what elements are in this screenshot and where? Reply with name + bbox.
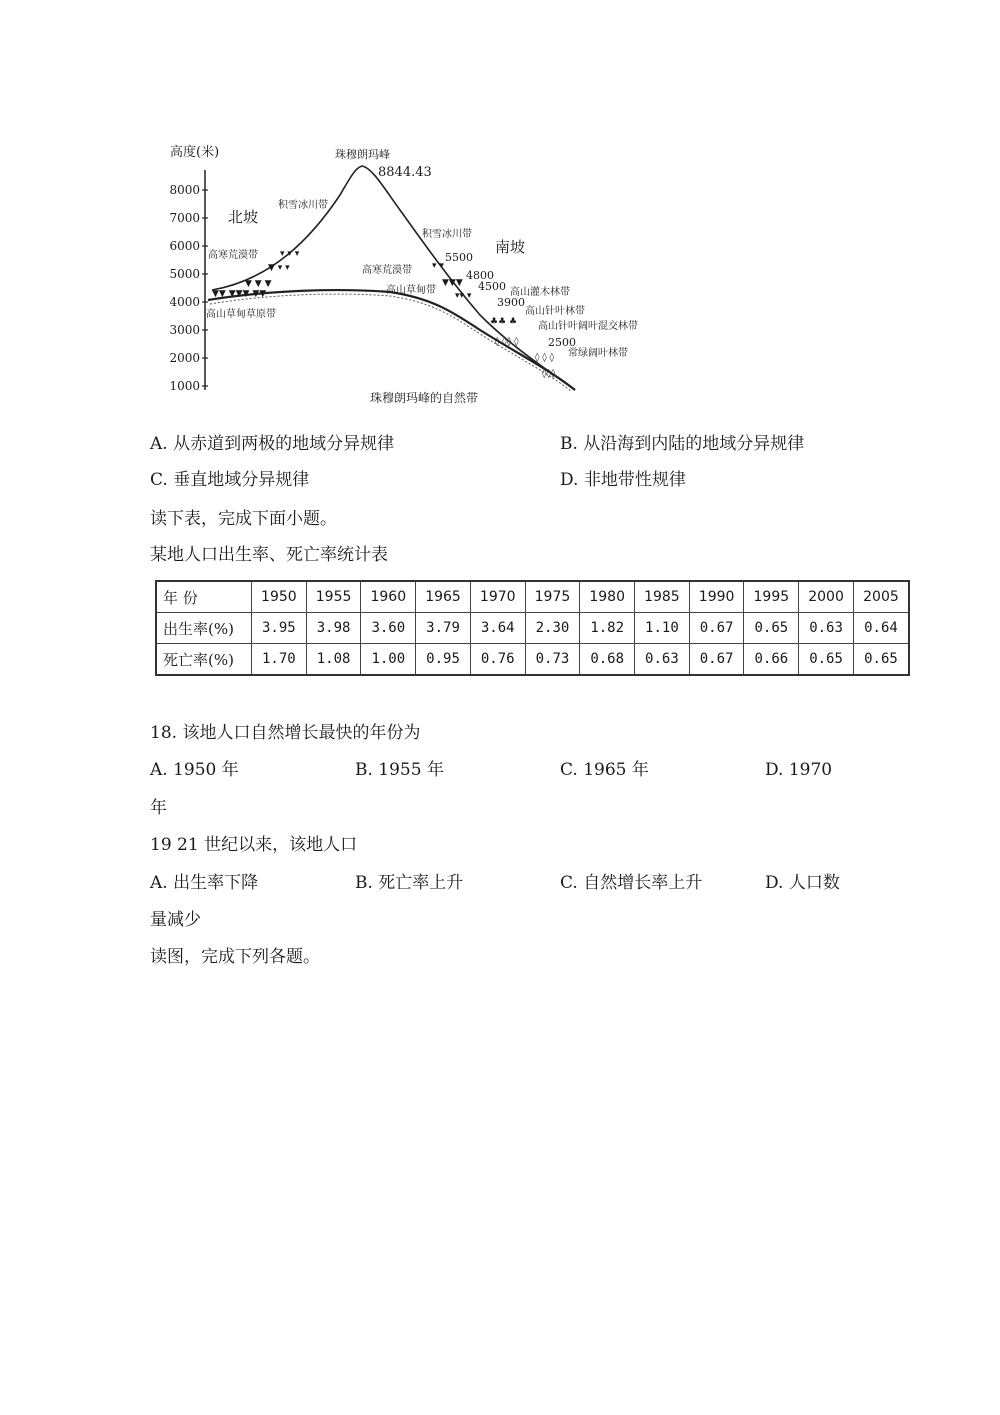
death-cell: 1.08 bbox=[306, 644, 361, 676]
y-tick: 6000 bbox=[169, 239, 200, 253]
svg-text:▼ ▾ ▾: ▼ ▾ ▾ bbox=[268, 263, 290, 273]
y-tick: 4000 bbox=[169, 295, 200, 309]
south-conifer-label: 高山针叶林带 bbox=[525, 306, 585, 317]
figure-caption: 珠穆朗玛峰的自然带 bbox=[370, 391, 479, 405]
death-cell: 1.70 bbox=[252, 644, 307, 676]
year-cell: 1990 bbox=[689, 581, 744, 613]
south-mixed-label: 高山针叶阔叶混交林带 bbox=[538, 321, 638, 332]
table-title: 某地人口出生率、死亡率统计表 bbox=[150, 545, 388, 565]
height-4800: 4800 bbox=[466, 269, 494, 282]
peak-height: 8844.43 bbox=[378, 165, 432, 180]
svg-text:▼ ▼ ▼: ▼ ▼ ▼ bbox=[245, 279, 272, 289]
birth-cell: 0.63 bbox=[799, 613, 854, 644]
height-4500: 4500 bbox=[478, 280, 506, 293]
table-intro: 读下表，完成下面小题。 bbox=[150, 509, 337, 529]
svg-text:▼▼ ▼▼▼ ▼▼: ▼▼ ▼▼▼ ▼▼ bbox=[212, 289, 267, 299]
death-rate-label: 死亡率(%) bbox=[156, 644, 252, 676]
year-cell: 1955 bbox=[306, 581, 361, 613]
table-row-years bbox=[156, 581, 909, 613]
population-rate-table bbox=[155, 580, 910, 676]
death-cell: 0.68 bbox=[580, 644, 635, 676]
q18-option-a[interactable]: A. 1950 年 bbox=[150, 760, 239, 780]
south-desert-label: 高寒荒漠带 bbox=[362, 265, 412, 276]
q19-option-a[interactable]: A. 出生率下降 bbox=[150, 873, 259, 893]
death-cell: 0.63 bbox=[635, 644, 690, 676]
y-tick: 7000 bbox=[169, 211, 200, 225]
q19-stem: 19 21 世纪以来，该地人口 bbox=[150, 835, 358, 855]
death-cell: 0.76 bbox=[470, 644, 525, 676]
y-axis-label: 高度(米) bbox=[170, 145, 220, 160]
table-row-death bbox=[156, 644, 909, 676]
q18-stem: 18. 该地人口自然增长最快的年份为 bbox=[150, 723, 421, 743]
svg-text:◊ ◊ ◊: ◊ ◊ ◊ bbox=[535, 353, 555, 363]
birth-cell: 2.30 bbox=[525, 613, 580, 644]
year-cell: 1970 bbox=[470, 581, 525, 613]
height-2500: 2500 bbox=[548, 336, 576, 349]
y-tick: 3000 bbox=[169, 323, 200, 337]
year-cell: 1985 bbox=[635, 581, 690, 613]
svg-text:▾ ▾ ▾: ▾ ▾ ▾ bbox=[280, 249, 300, 259]
year-cell: 1960 bbox=[361, 581, 416, 613]
year-cell: 2005 bbox=[853, 581, 909, 613]
birth-cell: 3.98 bbox=[306, 613, 361, 644]
q19-option-d-wrap: 量减少 bbox=[150, 910, 201, 930]
q18-option-d-wrap: 年 bbox=[150, 798, 167, 818]
death-cell: 0.66 bbox=[744, 644, 799, 676]
mountain-profile bbox=[212, 166, 575, 390]
death-cell: 0.67 bbox=[689, 644, 744, 676]
death-cell: 0.95 bbox=[416, 644, 471, 676]
birth-cell: 3.79 bbox=[416, 613, 471, 644]
table-row-birth bbox=[156, 613, 909, 644]
south-slope-label: 南坡 bbox=[495, 238, 526, 256]
birth-cell: 0.67 bbox=[689, 613, 744, 644]
q17-option-b[interactable]: B. 从沿海到内陆的地域分异规律 bbox=[560, 434, 805, 454]
height-3900: 3900 bbox=[497, 296, 525, 309]
death-cell: 0.65 bbox=[853, 644, 909, 676]
birth-cell: 3.60 bbox=[361, 613, 416, 644]
birth-cell: 1.10 bbox=[635, 613, 690, 644]
death-cell: 1.00 bbox=[361, 644, 416, 676]
q17-option-d[interactable]: D. 非地带性规律 bbox=[560, 470, 686, 490]
q19-option-b[interactable]: B. 死亡率上升 bbox=[355, 873, 464, 893]
q17-option-a[interactable]: A. 从赤道到两极的地域分异规律 bbox=[150, 434, 395, 454]
south-shrub-label: 高山灌木林带 bbox=[510, 287, 570, 298]
y-tick: 8000 bbox=[169, 183, 200, 197]
q18-option-b[interactable]: B. 1955 年 bbox=[355, 760, 444, 780]
q18-option-d[interactable]: D. 1970 bbox=[765, 760, 833, 780]
year-cell: 1975 bbox=[525, 581, 580, 613]
death-cell: 0.65 bbox=[799, 644, 854, 676]
svg-text:♣♣ ♣: ♣♣ ♣ bbox=[490, 317, 518, 327]
north-desert-label: 高寒荒漠带 bbox=[208, 250, 258, 261]
height-5500: 5500 bbox=[445, 251, 473, 264]
peak-name: 珠穆朗玛峰 bbox=[335, 148, 390, 161]
svg-text:▾▾ ▾: ▾▾ ▾ bbox=[455, 291, 472, 301]
birth-cell: 3.64 bbox=[470, 613, 525, 644]
south-evergreen-label: 常绿阔叶林带 bbox=[568, 348, 628, 359]
birth-rate-label: 出生率(%) bbox=[156, 613, 252, 644]
north-meadow-label: 高山草甸草原带 bbox=[206, 309, 276, 320]
year-cell: 1980 bbox=[580, 581, 635, 613]
year-cell: 1965 bbox=[416, 581, 471, 613]
birth-cell: 1.82 bbox=[580, 613, 635, 644]
q18-option-c[interactable]: C. 1965 年 bbox=[560, 760, 649, 780]
year-cell: 1950 bbox=[252, 581, 307, 613]
everest-natural-zones-figure bbox=[150, 140, 680, 415]
svg-text:▼▼▼: ▼▼▼ bbox=[442, 278, 463, 288]
birth-cell: 3.95 bbox=[252, 613, 307, 644]
y-tick: 2000 bbox=[169, 351, 200, 365]
y-tick: 1000 bbox=[169, 379, 200, 393]
svg-text:▾ ▾: ▾ ▾ bbox=[432, 261, 444, 271]
header-label: 年 份 bbox=[156, 581, 252, 613]
q17-option-c[interactable]: C. 垂直地域分异规律 bbox=[150, 470, 310, 490]
birth-cell: 0.64 bbox=[853, 613, 909, 644]
q19-option-c[interactable]: C. 自然增长率上升 bbox=[560, 873, 703, 893]
north-snow-label: 积雪冰川带 bbox=[278, 200, 328, 211]
y-tick: 5000 bbox=[169, 267, 200, 281]
south-meadow-label: 高山草甸带 bbox=[386, 285, 436, 296]
north-slope-label: 北坡 bbox=[228, 208, 259, 226]
figure-intro: 读图，完成下列各题。 bbox=[150, 947, 320, 967]
death-cell: 0.73 bbox=[525, 644, 580, 676]
south-snow-label: 积雪冰川带 bbox=[422, 229, 472, 240]
year-cell: 2000 bbox=[799, 581, 854, 613]
svg-text:◊◊◊: ◊◊◊ bbox=[542, 369, 556, 379]
q19-option-d[interactable]: D. 人口数 bbox=[765, 873, 840, 893]
birth-cell: 0.65 bbox=[744, 613, 799, 644]
svg-text:◊ ◊◊ ◊: ◊ ◊◊ ◊ bbox=[495, 337, 519, 347]
year-cell: 1995 bbox=[744, 581, 799, 613]
